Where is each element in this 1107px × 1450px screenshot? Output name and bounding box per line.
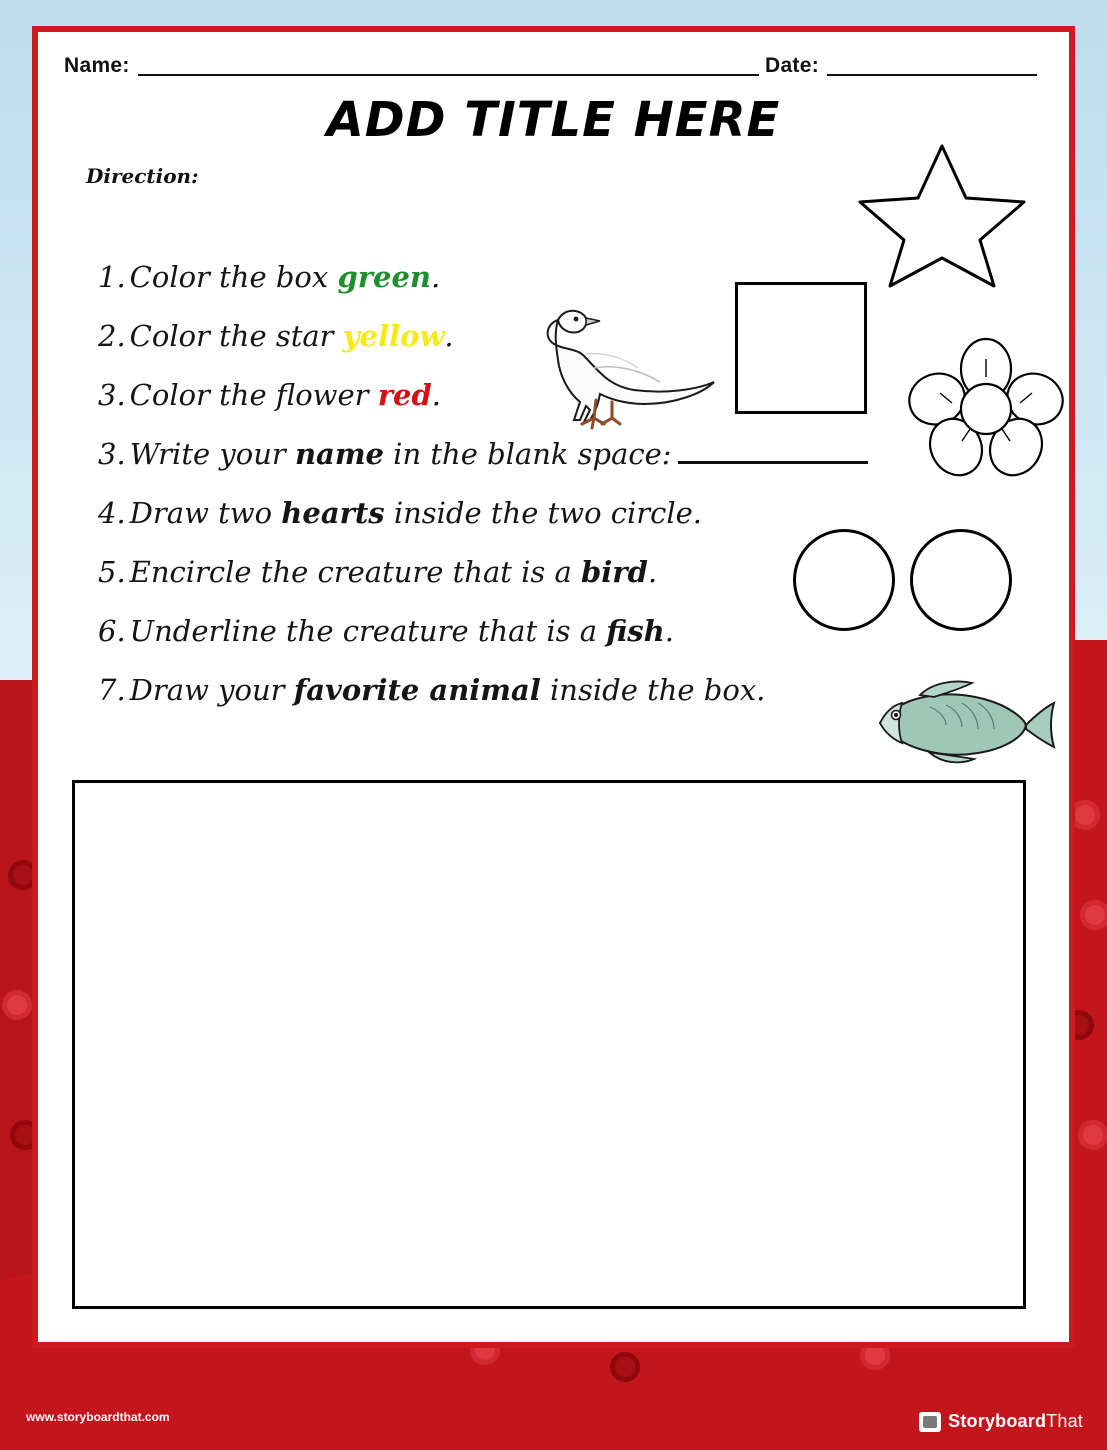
date-label: Date: bbox=[764, 54, 819, 77]
item-keyword: yellow bbox=[342, 319, 445, 353]
direction-label: Direction: bbox=[86, 164, 199, 188]
poppy-flower-icon bbox=[2, 990, 32, 1020]
item-text-before: Underline the creature that is a bbox=[129, 614, 607, 648]
flower-shape[interactable] bbox=[906, 337, 1066, 477]
item-text-before: Color the flower bbox=[129, 378, 378, 412]
square-shape[interactable] bbox=[735, 282, 867, 414]
list-item bbox=[98, 260, 798, 294]
poppy-flower-icon bbox=[1078, 1120, 1107, 1150]
poppy-flower-icon bbox=[1080, 900, 1107, 930]
item-keyword: name bbox=[294, 437, 384, 471]
item-number: 2. bbox=[98, 319, 126, 353]
fish-illustration bbox=[860, 667, 1060, 777]
poppy-flower-icon bbox=[610, 1352, 640, 1382]
circle-shape[interactable] bbox=[793, 529, 895, 631]
brand-name-bold: Storyboard bbox=[948, 1411, 1047, 1431]
item-text-after: . bbox=[647, 555, 658, 589]
worksheet-sheet bbox=[32, 26, 1075, 1348]
item-text-after: . bbox=[431, 378, 441, 412]
item-number: 6. bbox=[98, 614, 126, 648]
item-text-before: Color the star bbox=[129, 319, 343, 353]
item-keyword: green bbox=[337, 260, 431, 294]
list-item bbox=[98, 555, 798, 589]
storyboard-icon bbox=[919, 1412, 941, 1432]
name-input-line[interactable] bbox=[138, 56, 759, 76]
list-item bbox=[98, 496, 798, 530]
item-number: 1. bbox=[98, 260, 126, 294]
item-text-after: . bbox=[444, 319, 454, 353]
item-number: 4. bbox=[98, 496, 126, 530]
item-text-after: in the blank space: bbox=[383, 437, 672, 471]
item-number: 3. bbox=[98, 378, 126, 412]
bird-illustration bbox=[524, 290, 724, 450]
item-text-after: . bbox=[431, 260, 441, 294]
item-text-before: Draw your bbox=[129, 673, 294, 707]
item-keyword: bird bbox=[581, 555, 648, 589]
star-shape[interactable] bbox=[856, 140, 1028, 290]
item-keyword: hearts bbox=[281, 496, 385, 530]
item-text-after: inside the two circle. bbox=[384, 496, 703, 530]
item-text-after: . bbox=[664, 614, 674, 648]
item-number: 7. bbox=[98, 673, 126, 707]
brand-logo bbox=[919, 1411, 1083, 1432]
footer-url[interactable]: www.storyboardthat.com bbox=[26, 1410, 170, 1424]
item-number: 5. bbox=[98, 555, 126, 589]
item-text-before: Draw two bbox=[129, 496, 282, 530]
item-text-after: inside the box. bbox=[540, 673, 766, 707]
item-text-before: Color the box bbox=[129, 260, 338, 294]
name-label: Name: bbox=[64, 54, 130, 77]
date-input-line[interactable] bbox=[827, 56, 1037, 76]
item-keyword: red bbox=[377, 378, 432, 412]
item-text-before: Write your bbox=[129, 437, 295, 471]
item-keyword: favorite animal bbox=[293, 673, 541, 707]
list-item bbox=[98, 673, 798, 707]
item-number: 3. bbox=[98, 437, 126, 471]
item-keyword: fish bbox=[606, 614, 665, 648]
circle-shape[interactable] bbox=[910, 529, 1012, 631]
page-title[interactable]: ADD TITLE HERE bbox=[326, 92, 781, 148]
brand-name-light: That bbox=[1046, 1411, 1083, 1431]
item-text-before: Encircle the creature that is a bbox=[129, 555, 582, 589]
drawing-box[interactable] bbox=[72, 780, 1026, 1309]
list-item bbox=[98, 614, 798, 648]
name-date-row bbox=[64, 54, 1043, 78]
